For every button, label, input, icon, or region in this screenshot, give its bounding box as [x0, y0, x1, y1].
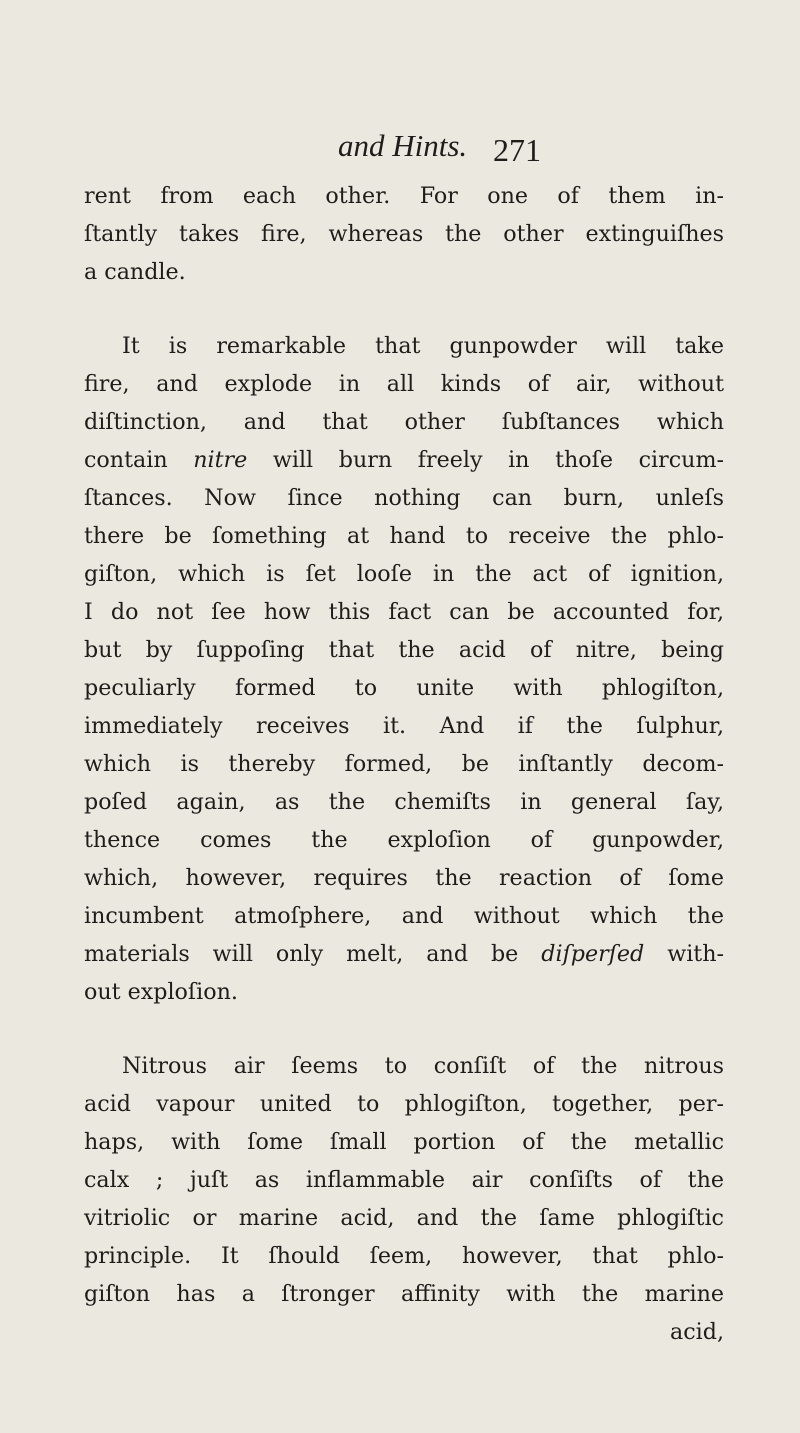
text-line: Nitrous air ſeems to conſiſt of the nitrous: [122, 1053, 724, 1079]
paragraph-3: [84, 1047, 724, 1313]
running-head: [0, 128, 800, 168]
text-line: there be ſomething at hand to receive the phlo-: [84, 523, 724, 549]
text-line: thence comes the exploſion of gunpowder,: [84, 827, 724, 853]
body-text: [84, 177, 724, 1351]
text-line: which is thereby formed, be inſtantly decom-: [84, 751, 724, 777]
text-line: acid vapour united to phlogiſton, together, per-: [84, 1091, 724, 1117]
text-line: out exploſion.: [84, 979, 238, 1005]
catchword: acid,: [669, 1319, 724, 1345]
text-line: ſtances. Now ſince nothing can burn, unleſs: [84, 485, 724, 511]
paragraph-1: [84, 177, 724, 291]
text-line: I do not ſee how this fact can be accounted for,: [84, 599, 724, 625]
paragraph-gap: [84, 291, 724, 327]
text-line: vitriolic or marine acid, and the ſame phlogiſtic: [84, 1205, 724, 1231]
text-line: It is remarkable that gunpowder will take: [122, 333, 724, 359]
text-line: incumbent atmoſphere, and without which the: [84, 903, 724, 929]
text-line: peculiarly formed to unite with phlogiſton,: [84, 675, 724, 701]
page-number: 271: [493, 132, 541, 168]
text-line: poſed again, as the chemiſts in general ſay,: [84, 789, 724, 815]
text-line: materials will only melt, and be diſperſed with-: [84, 941, 725, 967]
text-line: fire, and explode in all kinds of air, without: [84, 371, 724, 397]
text-line: calx ; juſt as inflammable air conſiſts of the: [84, 1167, 724, 1193]
text-line: but by ſuppoſing that the acid of nitre, being: [84, 637, 724, 663]
text-line: a candle.: [84, 259, 186, 285]
text-line: immediately receives it. And if the ſulphur,: [84, 713, 724, 739]
text-line: giſton, which is ſet looſe in the act of ignition,: [84, 561, 724, 587]
text-line: ſtantly takes fire, whereas the other extinguiſhes: [84, 221, 724, 247]
text-line: principle. It ſhould ſeem, however, that phlo-: [84, 1243, 724, 1269]
paragraph-2: [84, 327, 724, 1011]
text-line: giſton has a ſtronger affinity with the marine: [84, 1281, 724, 1307]
text-line: rent from each other. For one of them in-: [84, 183, 724, 209]
text-line: which, however, requires the reaction of ſome: [84, 865, 724, 891]
running-title: and Hints.: [338, 128, 468, 163]
paragraph-gap: [84, 1011, 724, 1047]
text-line: haps, with ſome ſmall portion of the metallic: [84, 1129, 724, 1155]
text-line: diſtinction, and that other ſubſtances which: [84, 409, 724, 435]
text-line: contain nitre will burn freely in thoſe circum-: [84, 447, 724, 473]
